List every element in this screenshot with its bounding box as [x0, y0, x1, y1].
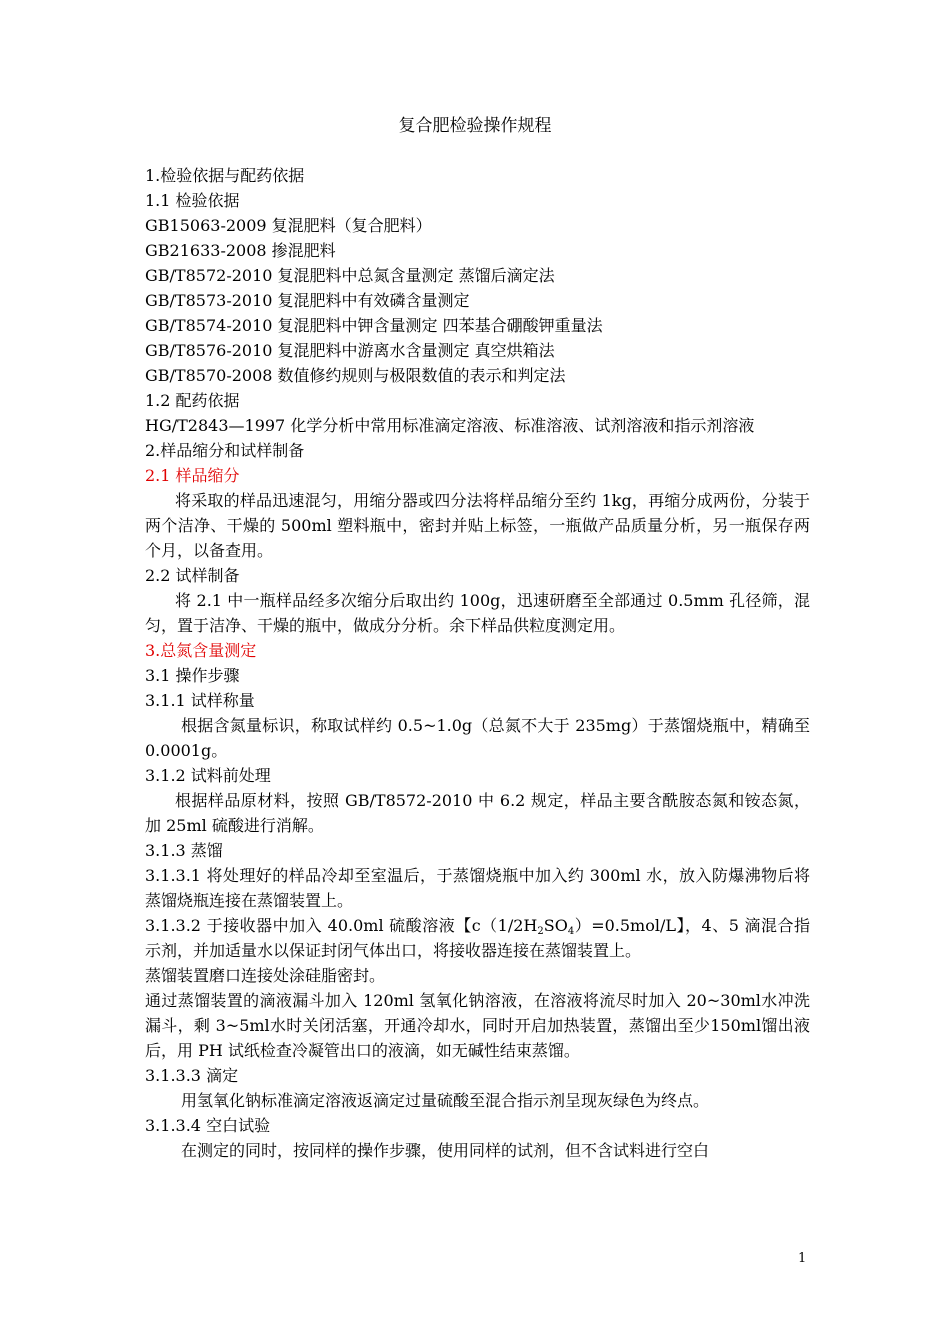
paragraph: 在测定的同时，按同样的操作步骤，使用同样的试剂，但不含试料进行空白	[181, 1141, 710, 1160]
section-heading-1: 1.检验依据与配药依据	[145, 166, 305, 185]
standard-ref: GB/T8572-2010 复混肥料中总氮含量测定 蒸馏后滴定法	[145, 266, 555, 285]
paragraph: 用氢氧化钠标准滴定溶液返滴定过量硫酸至混合指示剂呈现灰绿色为终点。	[181, 1091, 710, 1110]
paragraph: 3.1.3.1 将处理好的样品冷却至室温后，于蒸馏烧瓶中加入约 300ml 水，放入防爆沸物后将蒸馏烧瓶连接在蒸馏装置上。	[145, 866, 810, 910]
subscript: 4	[567, 926, 575, 937]
standard-ref: GB/T8576-2010 复混肥料中游离水含量测定 真空烘箱法	[145, 341, 555, 360]
paragraph: 通过蒸馏装置的滴液漏斗加入 120ml 氢氧化钠溶液，在溶液将流尽时加入 20~30ml水冲洗漏斗，剩 3~5ml水时关闭活塞，开通冷却水，同时开启加热装置，蒸馏出至少150ml馏出液后，用 PH 试纸检查冷凝管出口的液滴，如无碱性结束蒸馏。	[145, 991, 810, 1060]
section-heading-3: 3.总氮含量测定	[145, 641, 257, 660]
subsection-heading-3-1: 3.1 操作步骤	[145, 666, 240, 685]
subsection-heading-3-1-2: 3.1.2 试料前处理	[145, 766, 271, 785]
standard-ref: GB/T8574-2010 复混肥料中钾含量测定 四苯基合硼酸钾重量法	[145, 316, 603, 335]
subscript: 2	[537, 926, 544, 937]
page-number: 1	[798, 1251, 807, 1266]
subsection-heading-1-2: 1.2 配药依据	[145, 391, 240, 410]
standard-ref: GB15063-2009 复混肥料（复合肥料）	[145, 216, 432, 235]
standard-ref: GB/T8570-2008 数值修约规则与极限数值的表示和判定法	[145, 366, 566, 385]
subsection-heading-3-1-1: 3.1.1 试样称量	[145, 691, 255, 710]
section-heading-2: 2.样品缩分和试样制备	[145, 441, 305, 460]
text-run: ）=0.5mol/L】，4、5 滴混合指示剂，并加适量水以保证封闭气体出口，将接收器连接在蒸馏装置上。	[145, 916, 810, 960]
paragraph: 根据样品原材料，按照 GB/T8572-2010 中 6.2 规定，样品主要含酰胺态氮和铵态氮，加 25ml 硫酸进行消解。	[145, 791, 810, 835]
subsection-heading-3-1-3: 3.1.3 蒸馏	[145, 841, 223, 860]
paragraph	[145, 913, 810, 963]
document-body	[145, 163, 810, 1163]
paragraph: 将采取的样品迅速混匀，用缩分器或四分法将样品缩分至约 1kg，再缩分成两份，分装于两个洁净、干燥的 500ml 塑料瓶中，密封并贴上标签，一瓶做产品质量分析，另一瓶保存两个月，以备查用。	[145, 491, 810, 560]
subsection-heading-3-1-3-4: 3.1.3.4 空白试验	[145, 1116, 271, 1135]
subsection-heading-3-1-3-3: 3.1.3.3 滴定	[145, 1066, 239, 1085]
subsection-heading-2-1: 2.1 样品缩分	[145, 466, 240, 485]
subsection-heading-1-1: 1.1 检验依据	[145, 191, 240, 210]
paragraph: 蒸馏装置磨口连接处涂硅脂密封。	[145, 966, 386, 985]
subsection-heading-2-2: 2.2 试样制备	[145, 566, 240, 585]
text-run: SO	[543, 916, 568, 935]
paragraph: 将 2.1 中一瓶样品经多次缩分后取出约 100g，迅速研磨至全部通过 0.5mm 孔径筛，混匀，置于洁净、干燥的瓶中，做成分分析。余下样品供粒度测定用。	[145, 591, 810, 635]
standard-ref: GB21633-2008 掺混肥料	[145, 241, 336, 260]
standard-ref: GB/T8573-2010 复混肥料中有效磷含量测定	[145, 291, 470, 310]
standard-ref: HG/T2843—1997 化学分析中常用标准滴定溶液、标准溶液、试剂溶液和指示剂溶液	[145, 416, 755, 435]
document-title: 复合肥检验操作规程	[398, 116, 552, 136]
paragraph: 根据含氮量标识，称取试样约 0.5~1.0g（总氮不大于 235mg）于蒸馏烧瓶中，精确至 0.0001g。	[145, 716, 810, 760]
text-run: 3.1.3.2 于接收器中加入 40.0ml 硫酸溶液【c（1/2H	[145, 916, 538, 935]
